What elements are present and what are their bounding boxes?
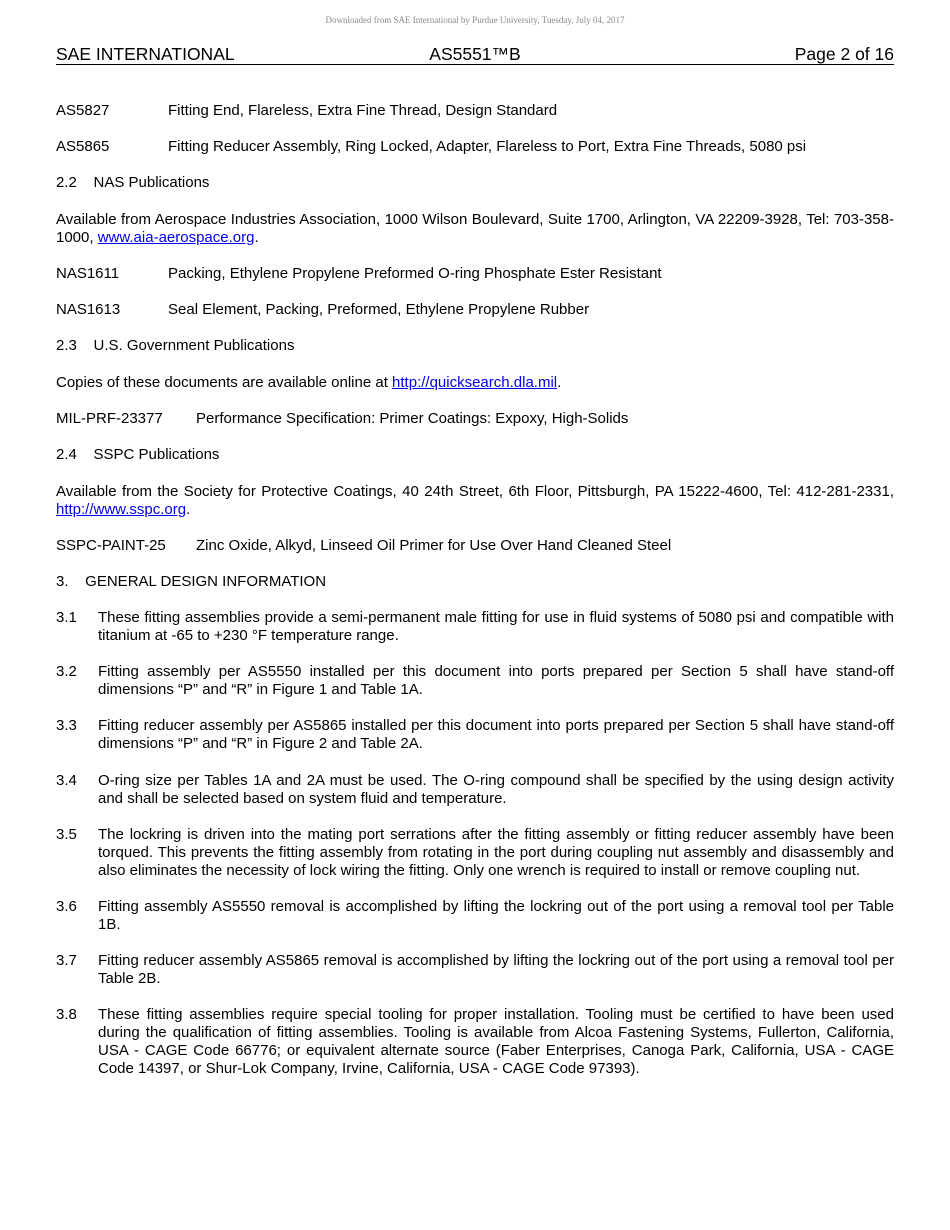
reference-code: AS5865 [56, 138, 110, 155]
availability-text: Available from Aerospace Industries Association, 1000 Wilson Boulevard, Suite 1700, Arlington, VA 22209-3928, Tel: 703-358-1000, [56, 211, 894, 246]
item-number: 3.3 [56, 717, 77, 734]
item-text: Fitting assembly per AS5550 installed per this document into ports prepared per Section 5 shall have stand-off dimensions “P” and “R” in Figure 1 and Table 1A. [98, 663, 894, 698]
reference-nas1613 [56, 301, 894, 319]
header-document-number: AS5551™B [429, 44, 521, 64]
sspc-website-link[interactable]: http://www.sspc.org [56, 501, 187, 518]
reference-as5865 [56, 138, 894, 156]
aia-website-link[interactable]: www.aia-aerospace.org [97, 229, 255, 246]
period: . [557, 374, 562, 391]
sspc-availability-paragraph [56, 483, 894, 519]
list-item-3-1 [56, 609, 894, 645]
item-number: 3.5 [56, 826, 77, 843]
header-organization: SAE INTERNATIONAL [56, 44, 235, 64]
section-heading-2-4: 2.4 SSPC Publications [56, 446, 220, 463]
reference-code: NAS1613 [56, 301, 121, 318]
reference-title: Seal Element, Packing, Preformed, Ethylene Propylene Rubber [168, 301, 590, 318]
reference-title: Performance Specification: Primer Coatings: Expoxy, High-Solids [196, 410, 629, 427]
item-text: The lockring is driven into the mating port serrations after the fitting assembly or fitting reducer assembly have been torqued. This prevents the fitting assembly from rotating in the port during coupling nut assembly and disassembly and also eliminates the necessity of lock wiring the fitting. Only one wrench is required to install or remove coupling nut. [98, 826, 894, 879]
list-item-3-4 [56, 772, 894, 808]
item-text: Fitting reducer assembly per AS5865 installed per this document into ports prepared per Section 5 shall have stand-off dimensions “P” and “R” in Figure 2 and Table 2A. [98, 717, 894, 752]
reference-code: MIL-PRF-23377 [56, 410, 163, 427]
section-heading-2-3: 2.3 U.S. Government Publications [56, 337, 295, 354]
availability-text: Copies of these documents are available online at [56, 374, 393, 391]
item-text: These fitting assemblies require special tooling for proper installation. Tooling must be certified to have been used during the qualification of fitting assemblies. Tooling is available from Alcoa Fastening Systems, Fullerton, California, USA - CAGE Code 66776; or equivalent alternate source (Faber Enterprises, Canoga Park, California, USA - CAGE Code 14397, or Shur-Lok Company, Irvine, California, USA - CAGE Code 97393). [98, 1006, 894, 1077]
period: . [186, 501, 191, 518]
item-number: 3.8 [56, 1006, 77, 1023]
item-number: 3.2 [56, 663, 77, 680]
reference-title: Fitting End, Flareless, Extra Fine Thread, Design Standard [168, 102, 558, 119]
item-text: These fitting assemblies provide a semi-permanent male fitting for use in fluid systems of 5080 psi and compatible with titanium at -65 to +230 °F temperature range. [98, 609, 894, 644]
reference-title: Fitting Reducer Assembly, Ring Locked, Adapter, Flareless to Port, Extra Fine Threads, 5080 psi [168, 138, 807, 155]
section-heading-3: 3. GENERAL DESIGN INFORMATION [56, 573, 327, 590]
list-item-3-7 [56, 952, 894, 988]
reference-mil-prf-23377 [56, 410, 894, 428]
reference-as5827 [56, 102, 894, 120]
list-item-3-6 [56, 898, 894, 934]
item-number: 3.1 [56, 609, 77, 626]
page-header [56, 44, 894, 65]
list-item-3-5 [56, 826, 894, 880]
item-text: Fitting reducer assembly AS5865 removal is accomplished by lifting the lockring out of the port using a removal tool per Table 2B. [98, 952, 894, 987]
reference-code: SSPC-PAINT-25 [56, 537, 166, 554]
reference-code: AS5827 [56, 102, 110, 119]
quicksearch-link[interactable]: http://quicksearch.dla.mil [392, 374, 558, 391]
reference-code: NAS1611 [56, 265, 120, 282]
reference-title: Packing, Ethylene Propylene Preformed O-ring Phosphate Ester Resistant [168, 265, 662, 282]
availability-text: Available from the Society for Protective Coatings, 40 24th Street, 6th Floor, Pittsburgh, PA 15222-4600, Tel: 412-281-2331, [56, 483, 894, 500]
gov-availability-paragraph [56, 374, 894, 392]
item-number: 3.7 [56, 952, 77, 969]
reference-title: Zinc Oxide, Alkyd, Linseed Oil Primer for Use Over Hand Cleaned Steel [196, 537, 672, 554]
list-item-3-8 [56, 1006, 894, 1078]
item-text: Fitting assembly AS5550 removal is accomplished by lifting the lockring out of the port using a removal tool per Table 1B. [98, 898, 894, 933]
download-watermark: Downloaded from SAE International by Purdue University, Tuesday, July 04, 2017 [325, 15, 625, 25]
item-text: O-ring size per Tables 1A and 2A must be used. The O-ring compound shall be specified by the using design activity and shall be selected based on system fluid and temperature. [98, 772, 894, 807]
list-item-3-3 [56, 717, 894, 753]
item-number: 3.6 [56, 898, 77, 915]
list-item-3-2 [56, 663, 894, 699]
item-number: 3.4 [56, 772, 77, 789]
section-heading-2-2: 2.2 NAS Publications [56, 174, 210, 191]
period: . [254, 229, 259, 246]
reference-sspc-paint-25 [56, 537, 894, 555]
reference-nas1611 [56, 265, 894, 283]
header-page-number: Page 2 of 16 [794, 44, 894, 64]
nas-availability-paragraph [56, 211, 894, 247]
